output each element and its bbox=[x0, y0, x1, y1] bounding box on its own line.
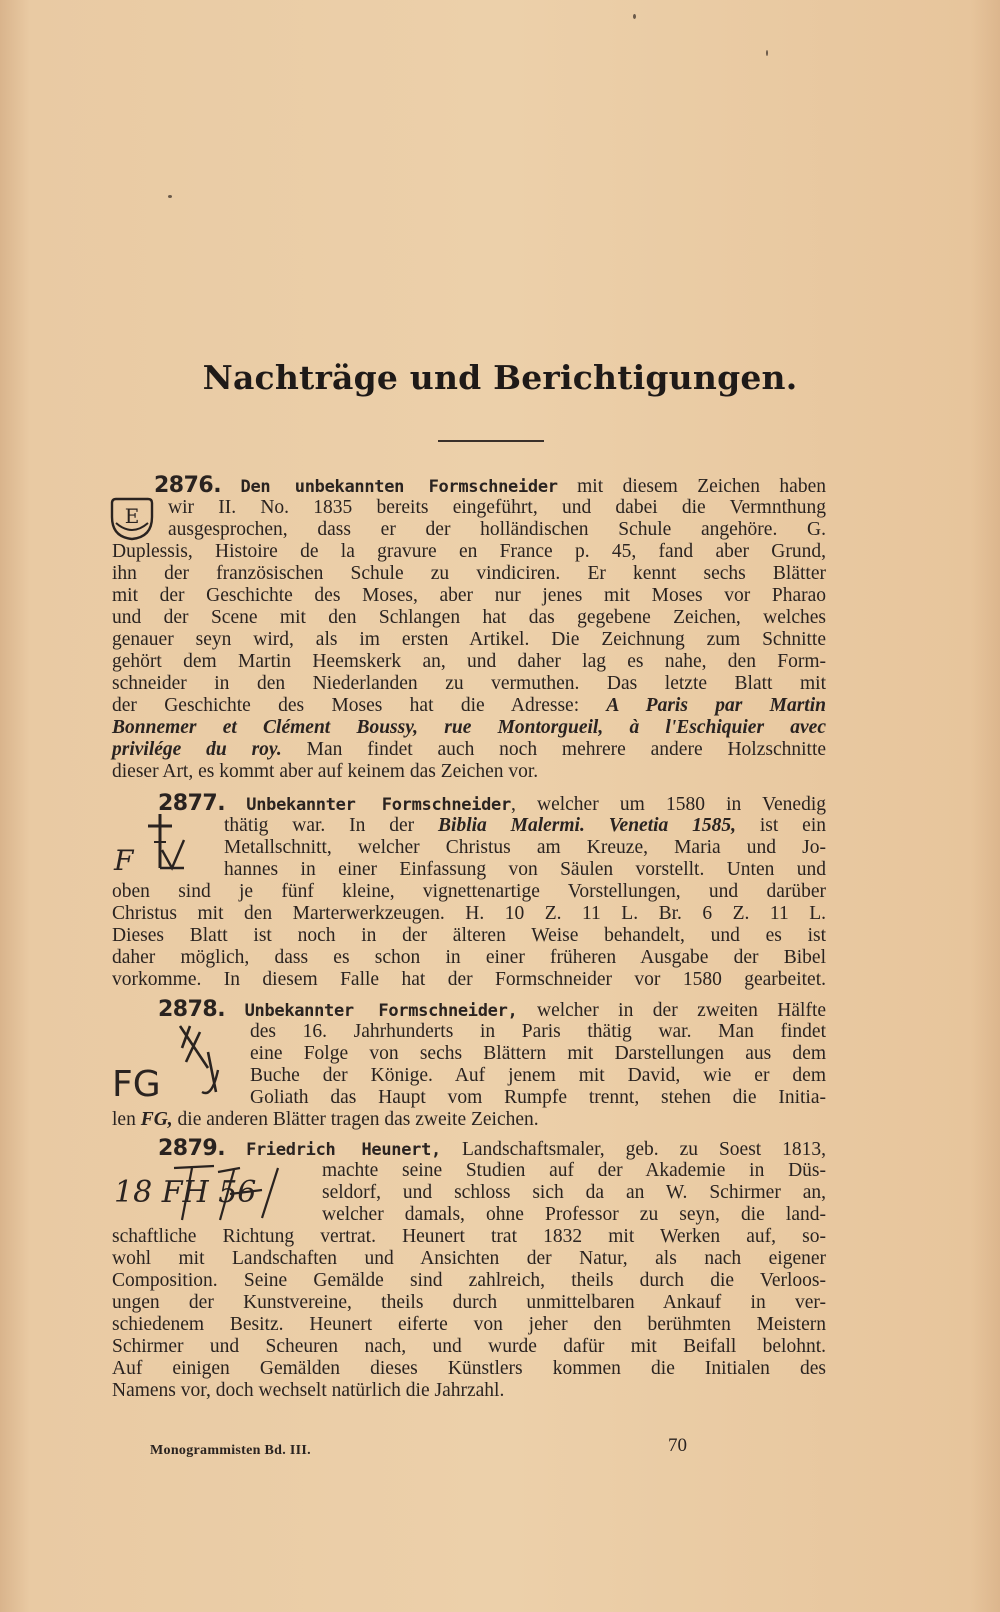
entry-2879-line-3: seldorf, und schloss sich da an W. Schirmer an, bbox=[322, 1182, 826, 1203]
entry-2876-line-13: privilége du roy. Man findet auch noch mehrere andere Holzschnitte bbox=[112, 739, 827, 760]
entry-heading: Friedrich Heunert, bbox=[246, 1140, 441, 1160]
entry-2877-line-4: hannes in einer Einfassung von Säulen vorstellt. Unten und bbox=[224, 859, 826, 880]
entry-2879-line-11: Auf einigen Gemälden dieses Künstlers kommen die Initialen des bbox=[112, 1358, 826, 1379]
paper-speck bbox=[766, 50, 768, 56]
entry-heading: Unbekannter Formschneider bbox=[246, 795, 511, 815]
title-rule bbox=[438, 440, 544, 442]
entry-2876-line-3: ausgesprochen, dass er der holländischen Schule angehöre. G. bbox=[168, 519, 826, 540]
entry-2878-line-6: len FG, die anderen Blätter tragen das zweite Zeichen. bbox=[112, 1109, 539, 1130]
footer-signature: Monogrammisten Bd. III. bbox=[150, 1443, 311, 1458]
entry-2879-line-2: machte seine Studien auf der Akademie in Düs- bbox=[322, 1160, 826, 1181]
monogram-letters: FG bbox=[112, 1064, 161, 1104]
paper-speck bbox=[633, 14, 636, 19]
entry-2876-line-8: genauer seyn wird, als im ersten Artikel. Die Zeichnung zum Schnitte bbox=[112, 629, 826, 650]
entry-2879-line-9: schiedenem Besitz. Heunert eiferte von jeher den berühmten Meistern bbox=[112, 1314, 826, 1335]
entry-2877-line-9: vorkomme. In diesem Falle hat der Formschneider vor 1580 gearbeitet. bbox=[112, 969, 826, 990]
entry-number: 2878. bbox=[158, 997, 226, 1022]
entry-2876-line-5: ihn der französischen Schule zu vindiciren. Er kennt sechs Blätter bbox=[112, 563, 826, 584]
entry-number: 2877. bbox=[158, 791, 226, 816]
entry-2876-line-1: 2876. Den unbekannten Formschneider mit diesem Zeichen haben bbox=[154, 473, 826, 498]
entry-2878-line-3: eine Folge von sechs Blättern mit Darstellungen aus dem bbox=[250, 1043, 826, 1064]
entry-2878-line-5: Goliath das Haupt vom Rumpfe trennt, stehen die Initia- bbox=[250, 1087, 826, 1108]
entry-2876-line-6: mit der Geschichte des Moses, aber nur jenes mit Moses vor Pharao bbox=[112, 585, 826, 606]
page-title: Nachträge und Berichtigungen. bbox=[202, 358, 798, 397]
entry-2877-line-6: Christus mit den Marterwerkzeugen. H. 10 Z. 11 L. Br. 6 Z. 11 L. bbox=[112, 903, 826, 924]
monogram-letter: F bbox=[114, 844, 134, 877]
page-number: 70 bbox=[668, 1435, 687, 1456]
entry-2876-line-11: der Geschichte des Moses hat die Adresse: A Paris par Martin bbox=[112, 695, 826, 716]
monogram-signature: 18 FH 56 bbox=[114, 1175, 257, 1210]
entry-number: 2876. bbox=[154, 473, 222, 498]
paper-speck bbox=[168, 195, 172, 198]
entry-2878-line-1: 2878. Unbekannter Formschneider, welcher in der zweiten Hälfte bbox=[158, 997, 827, 1022]
entry-heading: Den unbekannten Formschneider bbox=[240, 477, 558, 497]
entry-2878-line-2: des 16. Jahrhunderts in Paris thätig war. Man findet bbox=[250, 1021, 826, 1042]
monogram-e-mark bbox=[108, 497, 156, 545]
entry-2876-line-9: gehört dem Martin Heemskerk an, und daher lag es nahe, den Form- bbox=[112, 651, 826, 672]
entry-2878-line-4: Buche der Könige. Auf jenem mit David, wie er dem bbox=[250, 1065, 826, 1086]
entry-2877-line-2: thätig war. In der Biblia Malermi. Venetia 1585, ist ein bbox=[224, 815, 826, 836]
monogram-fg-mark bbox=[112, 1022, 242, 1108]
entry-2876-line-7: und der Scene mit den Schlangen hat das gegebene Zeichen, welches bbox=[112, 607, 826, 628]
entry-2876-line-2: wir II. No. 1835 bereits eingeführt, und dabei die Vermnthung bbox=[168, 497, 826, 518]
entry-2876-line-14: dieser Art, es kommt aber auf keinem das Zeichen vor. bbox=[112, 761, 539, 782]
entry-heading: Unbekannter Formschneider, bbox=[244, 1001, 518, 1021]
entry-2879-line-12: Namens vor, doch wechselt natürlich die Jahrzahl. bbox=[112, 1380, 505, 1401]
entry-2876-line-4: Duplessis, Histoire de la gravure en France p. 45, fand aber Grund, bbox=[112, 541, 826, 562]
entry-2877-line-1: 2877. Unbekannter Formschneider, welcher um 1580 in Venedig bbox=[158, 791, 827, 816]
entry-2879-line-5: schaftliche Richtung vertrat. Heunert trat 1832 mit Werken auf, so- bbox=[112, 1226, 826, 1247]
entry-2876-line-12: Bonnemer et Clément Boussy, rue Montorgueil, à l'Eschiquier avec bbox=[112, 717, 826, 738]
entry-2879-line-6: wohl mit Landschaften und Ansichten der Natur, als nach eigener bbox=[112, 1248, 826, 1269]
entry-2877-line-5: oben sind je fünf kleine, vignettenartige Vorstellungen, und darüber bbox=[112, 881, 826, 902]
entry-2879-line-4: welcher damals, ohne Professor zu seyn, die land- bbox=[322, 1204, 826, 1225]
entry-2876-line-10: schneider in den Niederlanden zu vermuthen. Das letzte Blatt mit bbox=[112, 673, 826, 694]
entry-2879-line-8: ungen der Kunstvereine, theils durch unmittelbaren Ankauf in ver- bbox=[112, 1292, 826, 1313]
entry-2879-line-1: 2879. Friedrich Heunert, Landschaftsmaler, geb. zu Soest 1813, bbox=[158, 1136, 827, 1161]
monogram-letter: E bbox=[124, 504, 140, 528]
entry-number: 2879. bbox=[158, 1136, 226, 1161]
entry-2877-line-3: Metallschnitt, welcher Christus am Kreuze, Maria und Jo- bbox=[224, 837, 826, 858]
entry-2877-line-8: daher möglich, dass es schon in einer früheren Ausgabe der Bibel bbox=[112, 947, 826, 968]
entry-2879-line-7: Composition. Seine Gemälde sind zahlreich, theils durch die Verloos- bbox=[112, 1270, 826, 1291]
entry-2877-line-7: Dieses Blatt ist noch in der älteren Weise behandelt, und es ist bbox=[112, 925, 826, 946]
entry-2879-line-10: Schirmer und Scheuren nach, und wurde dafür mit Beifall belohnt. bbox=[112, 1336, 826, 1357]
monogram-fh-signature-mark bbox=[112, 1158, 322, 1234]
